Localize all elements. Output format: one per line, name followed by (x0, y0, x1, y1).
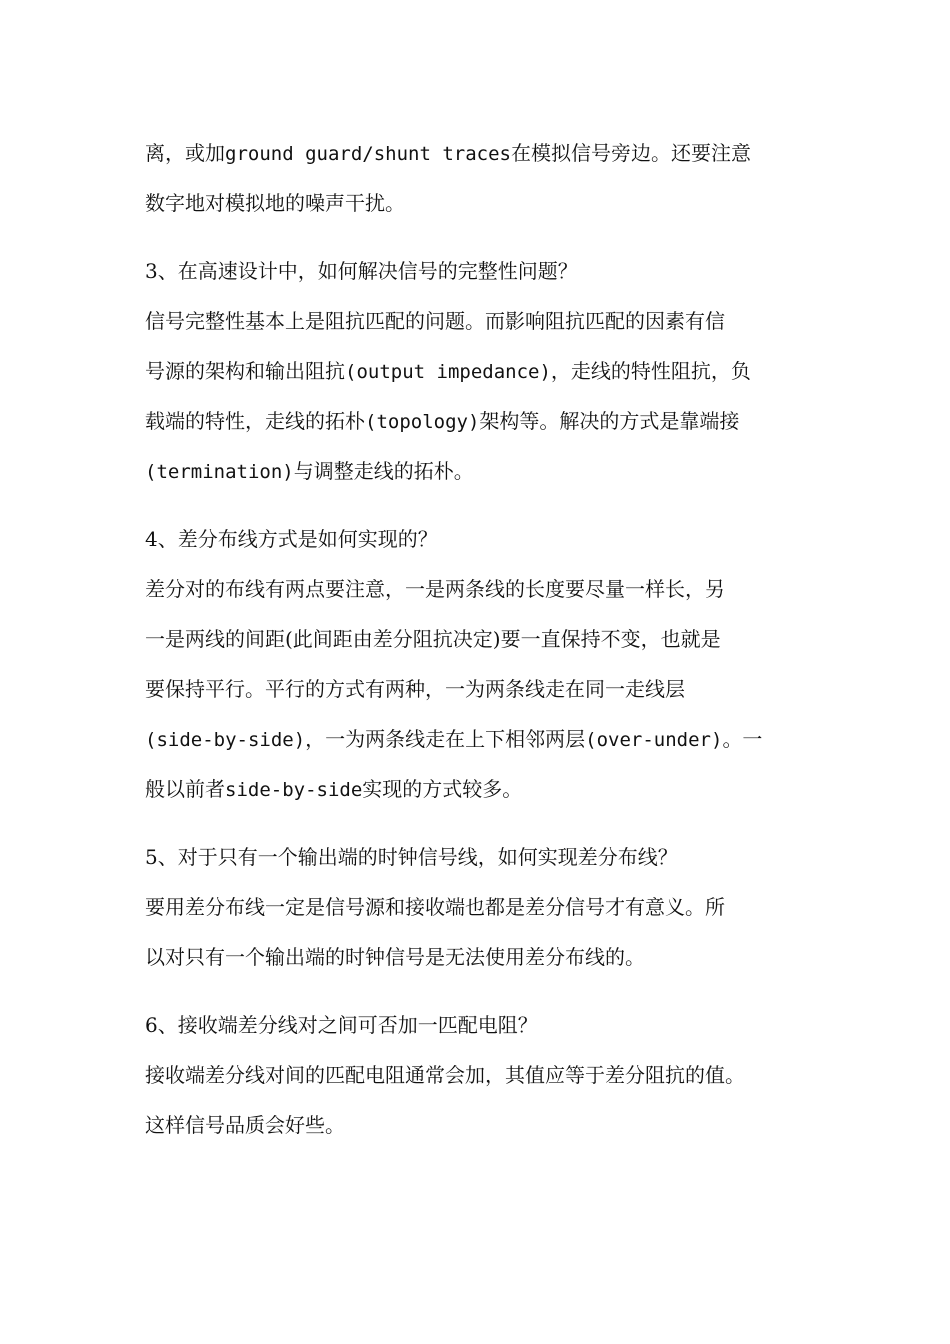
text: 。一 (722, 727, 763, 751)
q4-answer-line-4 (145, 714, 825, 764)
q3-answer-line-1: 信号完整性基本上是阻抗匹配的问题。而影响阻抗匹配的因素有信 (145, 309, 725, 333)
q3-answer-line-4 (145, 446, 825, 496)
q4-answer-line-3: 要保持平行。平行的方式有两种，一为两条线走在同一走线层 (145, 677, 685, 701)
document-page (145, 128, 825, 1150)
q6-answer-line-1: 接收端差分线对间的匹配电阻通常会加，其值应等于差分阻抗的值。 (145, 1063, 745, 1087)
q6-answer-line-2: 这样信号品质会好些。 (145, 1113, 345, 1137)
code-text: (side-by-side) (145, 729, 306, 751)
code-text: side-by-side (225, 779, 363, 801)
q4-answer-line-1: 差分对的布线有两点要注意，一是两条线的长度要尽量一样长，另 (145, 577, 725, 601)
q5-answer-line-1: 要用差分布线一定是信号源和接收端也都是差分信号才有意义。所 (145, 895, 725, 919)
q4-answer-line-5 (145, 764, 825, 814)
section-gap (145, 982, 825, 1000)
q3-question: 3、在高速设计中，如何解决信号的完整性问题？ (145, 259, 578, 283)
code-text: (termination) (145, 461, 294, 483)
text: ，一为两条线走在上下相邻两层 (305, 727, 586, 751)
q6-question: 6、接收端差分线对之间可否加一匹配电阻？ (145, 1013, 538, 1037)
text: 般以前者 (145, 777, 225, 801)
section-gap (145, 228, 825, 246)
text: 号源的架构和输出阻抗 (145, 359, 345, 383)
section-gap (145, 814, 825, 832)
q5-answer-line-2: 以对只有一个输出端的时钟信号是无法使用差分布线的。 (145, 945, 645, 969)
text: 与调整走线的拓朴。 (293, 459, 474, 483)
code-text: (over-under) (585, 729, 723, 751)
q4-question: 4、差分布线方式是如何实现的？ (145, 527, 438, 551)
text: 载端的特性，走线的拓朴 (145, 409, 365, 433)
text: ，走线的特性阻抗，负 (550, 359, 751, 383)
code-text: (topology) (365, 411, 480, 433)
text: 离，或加 (145, 141, 225, 165)
text: 实现的方式较多。 (362, 777, 523, 801)
q3-answer-line-2 (145, 346, 825, 396)
code-text: ground guard/shunt traces (225, 143, 511, 165)
code-text: (output impedance) (345, 361, 551, 383)
intro-line-1 (145, 128, 825, 178)
q5-question: 5、对于只有一个输出端的时钟信号线，如何实现差分布线？ (145, 845, 678, 869)
q4-answer-line-2: 一是两线的间距(此间距由差分阻抗决定)要一直保持不变，也就是 (145, 627, 721, 651)
text: 在模拟信号旁边。还要注意 (510, 141, 751, 165)
text: 架构等。解决的方式是靠端接 (479, 409, 740, 433)
intro-line-2: 数字地对模拟地的噪声干扰。 (145, 191, 405, 215)
q3-answer-line-3 (145, 396, 825, 446)
section-gap (145, 496, 825, 514)
